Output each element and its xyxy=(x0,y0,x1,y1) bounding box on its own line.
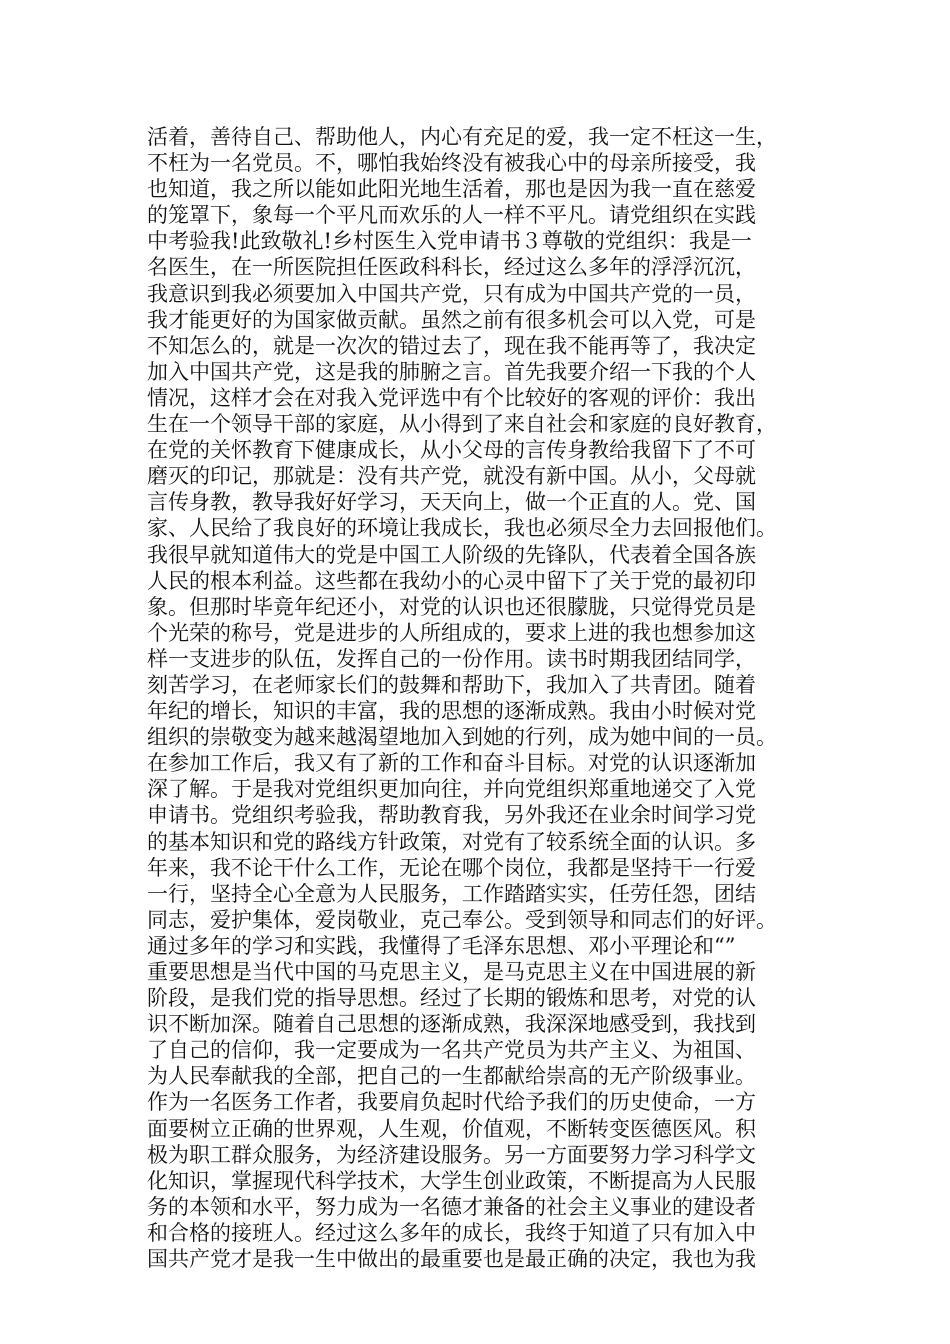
text-line: 通过多年的学习和实践，我懂得了毛泽东思想、邓小平理论和“” xyxy=(147,933,736,958)
text-line: 为人民奉献我的全部，把自己的一生都献给崇高的无产阶级事业。 xyxy=(147,1064,756,1089)
text-line: 了自己的信仰，我一定要成为一名共产党员为共产主义、为祖国、 xyxy=(147,1038,756,1063)
text-line: 样一支进步的队伍，发挥自己的一份作用。读书时期我团结同学， xyxy=(147,646,756,671)
text-line: 情况，这样才会在对我入党评选中有个比较好的客观的评价：我出 xyxy=(147,385,756,410)
text-line: 不知怎么的，就是一次次的错过去了，现在我不能再等了，我决定 xyxy=(147,333,756,358)
text-line: 识不断加深。随着自己思想的逐渐成熟，我深深地感受到，我找到 xyxy=(147,1012,756,1037)
text-line: 同志，爱护集体，爱岗敬业，克己奉公。受到领导和同志们的好评。 xyxy=(147,907,777,932)
text-line: 重要思想是当代中国的马克思主义，是马克思主义在中国进展的新 xyxy=(147,960,756,984)
text-line: 名医生，在一所医院担任医政科科长，经过这么多年的浮浮沉沉， xyxy=(147,255,756,280)
text-line: 和合格的接班人。经过这么多年的成长，我终于知道了只有加入中 xyxy=(147,1220,756,1245)
text-line: 磨灭的印记，那就是：没有共产党，就没有新中国。从小，父母就 xyxy=(147,464,756,489)
text-line: 刻苦学习，在老师家长们的鼓舞和帮助下，我加入了共青团。随着 xyxy=(147,672,756,697)
text-line: 年来，我不论干什么工作，无论在哪个岗位，我都是坚持干一行爱 xyxy=(147,855,756,880)
text-line: 作为一名医务工作者，我要肩负起时代给予我们的历史使命，一方 xyxy=(147,1090,756,1115)
text-line: 在参加工作后，我又有了新的工作和奋斗目标。对党的认识逐渐加 xyxy=(147,751,756,776)
text-line: 国共产党才是我一生中做出的最重要也是最正确的决定，我也为我 xyxy=(147,1247,756,1272)
text-line: 不枉为一名党员。不，哪怕我始终没有被我心中的母亲所接受，我 xyxy=(147,151,756,176)
text-line: 深了解。于是我对党组织更加向往，并向党组织郑重地递交了入党 xyxy=(147,777,756,802)
text-line: 的笼罩下，象每一个平凡而欢乐的人一样不平凡。请党组织在实践 xyxy=(147,203,756,228)
text-line: 我意识到我必须要加入中国共产党，只有成为中国共产党的一员， xyxy=(147,281,756,306)
text-line: 家、人民给了我良好的环境让我成长，我也必须尽全力去回报他们。 xyxy=(147,516,777,541)
text-line: 化知识，掌握现代科学技术，大学生创业政策，不断提高为人民服 xyxy=(147,1168,756,1193)
text-line: 加入中国共产党，这是我的肺腑之言。首先我要介绍一下我的个人 xyxy=(147,359,756,384)
text-line: 组织的崇敬变为越来越渴望地加入到她的行列，成为她中间的一员。 xyxy=(147,725,777,750)
text-line: 极为职工群众服务，为经济建设服务。另一方面要努力学习科学文 xyxy=(147,1142,756,1167)
text-line: 我很早就知道伟大的党是中国工人阶级的先锋队，代表着全国各族 xyxy=(147,542,756,567)
text-line: 生在一个领导干部的家庭，从小得到了来自社会和家庭的良好教育， xyxy=(147,412,777,437)
text-line: 在党的关怀教育下健康成长，从小父母的言传身教给我留下了不可 xyxy=(147,438,756,463)
text-line: 象。但那时毕竟年纪还小，对党的认识也还很朦胧，只觉得党员是 xyxy=(147,594,756,619)
body-text xyxy=(147,124,837,1272)
text-line: 也知道，我之所以能如此阳光地生活着，那也是因为我一直在慈爱 xyxy=(147,177,756,202)
text-line: 中考验我!此致敬礼!乡村医生入党申请书３尊敬的党组织：我是一 xyxy=(147,229,752,254)
text-line: 一行，坚持全心全意为人民服务，工作踏踏实实，任劳任怨，团结 xyxy=(147,881,756,906)
text-line: 言传身教，教导我好好学习，天天向上，做一个正直的人。党、国 xyxy=(147,490,756,515)
text-line: 的基本知识和党的路线方针政策，对党有了较系统全面的认识。多 xyxy=(147,829,756,854)
text-line: 务的本领和水平，努力成为一名德才兼备的社会主义事业的建设者 xyxy=(147,1194,756,1219)
text-line: 面要树立正确的世界观，人生观，价值观，不断转变医德医风。积 xyxy=(147,1116,756,1141)
text-line: 人民的根本利益。这些都在我幼小的心灵中留下了关于党的最初印 xyxy=(147,568,756,593)
text-line: 阶段，是我们党的指导思想。经过了长期的锻炼和思考，对党的认 xyxy=(147,986,756,1011)
text-line: 年纪的增长，知识的丰富，我的思想的逐渐成熟。我由小时候对党 xyxy=(147,699,756,724)
text-line: 申请书。党组织考验我，帮助教育我，另外我还在业余时间学习党 xyxy=(147,803,756,828)
text-line: 个光荣的称号，党是进步的人所组成的，要求上进的我也想参加这 xyxy=(147,620,756,645)
text-line: 我才能更好的为国家做贡献。虽然之前有很多机会可以入党，可是 xyxy=(147,307,756,332)
text-line: 活着，善待自己、帮助他人，内心有充足的爱，我一定不枉这一生， xyxy=(147,125,777,149)
